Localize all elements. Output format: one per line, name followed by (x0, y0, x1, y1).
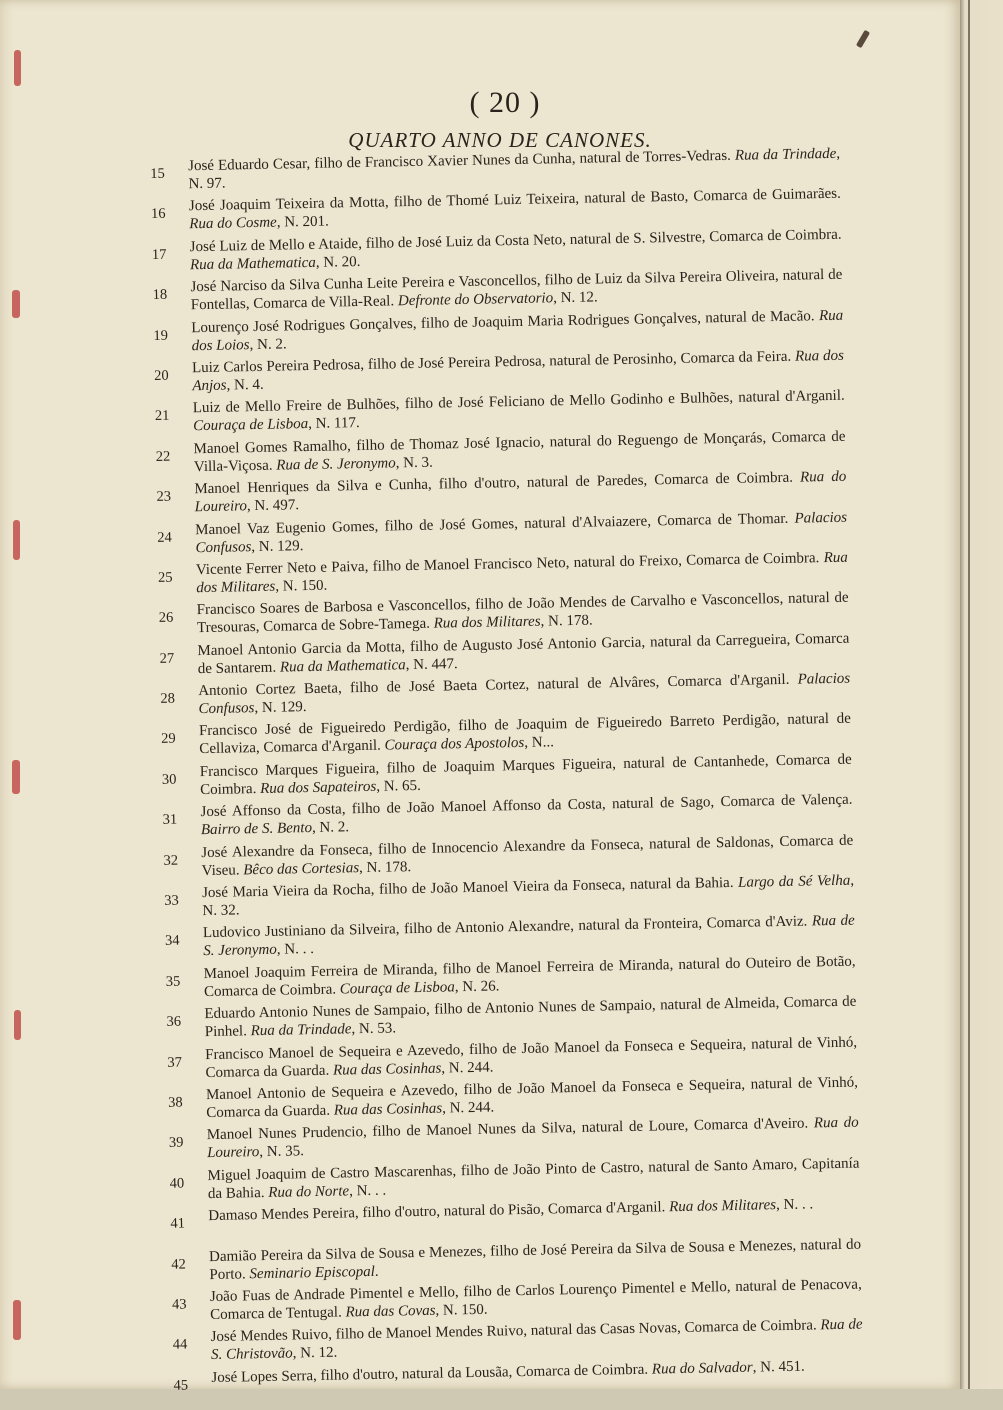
street-address: Largo da Sé Velha (737, 872, 851, 891)
student-name: Damaso Mendes Pereira (208, 1205, 356, 1225)
student-name: Ludovico Justiniano da Silveira (202, 921, 396, 942)
house-number: , N... (524, 734, 555, 752)
house-number: , N. 12. (292, 1344, 338, 1362)
entry-number: 37 (167, 1054, 183, 1071)
entry-number: 26 (158, 609, 174, 627)
street-address: Defronte do Observatorio (397, 290, 554, 310)
street-address: Couraça dos Apostolos (384, 735, 525, 755)
entry-details: , filho d'outro, natural do Pisão, Comarca d'Arganil. (354, 1199, 666, 1222)
entry-number: 21 (154, 408, 170, 425)
student-name: Manoel Joaquim Ferreira de Miranda (203, 961, 434, 982)
street-address: Rua das Cosinhas (333, 1100, 443, 1119)
student-name: Luiz Carlos Pereira Pedrosa (191, 356, 361, 377)
entry-details: , filho de José Gomes, natural d'Alvaiazere, Comarca de Thomar. (374, 510, 789, 535)
red-edge-mark (14, 1010, 21, 1040)
house-number: , N. 244. (441, 1099, 495, 1117)
student-name: Manoel Antonio de Sequeira e Azevedo (205, 1082, 455, 1104)
entry-number: 15 (150, 165, 165, 182)
entry-details: , filho de José Baeta Cortez, natural de Alvâres, Comarca d'Arganil. (337, 671, 790, 697)
entry-number: 44 (172, 1336, 188, 1354)
entry-details: , filho de Augusto José Antonio Garcia, natural da Carregueira, Comarca de Santarem. (197, 630, 850, 677)
entry-details: , filho de Luiz da Silva Pereira Oliveira, natural de Fontellas, Comarca de Villa-Real. (190, 266, 843, 314)
entry-details: , filho de Thomaz José Ignacio, natural do Reguengo de Monçarás, Comarca de Villa-Viçosa. (193, 428, 846, 475)
house-number: , N. 497. (246, 497, 300, 515)
entry-number: 29 (161, 731, 176, 748)
street-address: Rua do Loureiro (206, 1114, 859, 1162)
student-name: Francisco Soares de Barbosa e Vasconcellos (196, 597, 467, 619)
student-name: Eduardo Antonio Nunes de Sampaio (204, 1002, 427, 1023)
entry-details: , filho d'outro, natural de Paredes, Comarca de Coimbra. (427, 469, 794, 493)
house-number: , N. 451. (752, 1358, 805, 1376)
entry-details: , filho de Francisco Xavier Nunes da Cunha, natural de Torres-Vedras. (306, 147, 731, 172)
entry-number: 27 (159, 650, 175, 667)
entry-details: , filho de Carlos Lourenço Pimentel e Mello, natural de Penacova, Comarca de Tentugal. (210, 1276, 862, 1323)
entry-details: , filho de Antonio Nunes de Sampaio, natural de Almeida, Comarca de Pinhel. (204, 993, 857, 1041)
red-edge-mark (13, 520, 20, 560)
entry-number: 35 (165, 973, 181, 990)
street-address: Rua da Trindade (734, 145, 837, 164)
street-address: Palacios Confusos (195, 509, 848, 556)
entry-number: 30 (161, 771, 177, 788)
street-address: Rua dos Militares (196, 549, 848, 597)
entry-number: 43 (171, 1296, 187, 1313)
house-number: . (374, 1263, 379, 1280)
section-title: QUARTO ANNO DE CANONES. (348, 128, 652, 152)
student-name: Francisco Marques Figueira (199, 760, 376, 781)
entry-number: 45 (173, 1377, 189, 1394)
entry-details: , filho de João Manoel Vieira da Fonseca, natural da Bahia. (370, 874, 734, 898)
entry-details: , filho de Joaquim Maria Rodrigues Gonçalves, natural de Macão. (412, 307, 815, 332)
entry-details: , filho de João Manoel Affonso da Costa, natural de Sago, Comarca de Valença. (341, 791, 853, 818)
red-edge-mark (13, 1300, 21, 1340)
entry-number: 31 (162, 811, 178, 829)
student-name: Manoel Vaz Eugenio Gomes (194, 518, 375, 538)
entry-number: 32 (163, 852, 179, 869)
student-name: Antonio Cortez Baeta (198, 680, 339, 700)
student-name: Luiz de Mello Freire de Bulhões (192, 396, 396, 417)
entry-details: , filho de José Feliciano de Mello Godinho e Bulhões, natural d'Arganil. (395, 388, 845, 413)
student-name: Manoel Antonio Garcia da Motta (197, 638, 402, 659)
street-address: Rua da Trindade (250, 1021, 352, 1040)
street-address: Rua do Cosme (189, 214, 277, 233)
entry-details: , filho de José Pereira da Silva de Sousa e Menezes, natural do Porto. (209, 1236, 862, 1283)
house-number: , N. 178. (358, 858, 412, 876)
book-spine (960, 0, 1003, 1389)
student-name: Francisco Manoel de Sequeira e Azevedo (205, 1041, 461, 1063)
entry-number: 42 (171, 1256, 186, 1273)
entry-number: 28 (160, 690, 176, 707)
entry-number: 39 (168, 1134, 184, 1152)
house-number: , N. 26. (454, 978, 500, 996)
entry-details: , filho de Antonio Alexandre, natural da Fronteira, Comarca d'Aviz. (395, 913, 808, 938)
street-address: Rua de S. Christovão (210, 1316, 863, 1364)
street-address: Palacios Confusos (198, 670, 851, 718)
house-number: , N. 97. (188, 145, 841, 193)
house-number: , N. . . (775, 1196, 814, 1214)
house-number: , N. 32. (202, 872, 855, 920)
red-edge-mark (12, 760, 20, 794)
house-number: , N. 117. (308, 415, 360, 433)
street-address: Rua do Salvador (651, 1359, 753, 1378)
house-number: , N. 2. (249, 335, 287, 353)
student-name: José Lopes Serra (211, 1367, 314, 1386)
student-name: João Fuas de Andrade Pimentel e Mello (209, 1284, 456, 1305)
entry-number: 36 (166, 1013, 182, 1031)
entry-details: , filho de Joaquim de Figueiredo Barreto Perdigão, natural de Cellaviza, Comarca d'Arganil. (199, 711, 852, 758)
student-name: Manoel Gomes Ramalho (193, 438, 348, 457)
street-address: Rua dos Anjos (192, 347, 845, 395)
student-name: Manoel Henriques da Silva e Cunha (194, 476, 429, 498)
student-name: José Affonso da Costa (200, 801, 342, 821)
entry-number: 20 (154, 367, 169, 384)
student-name: José Joaquim Teixeira da Motta (188, 194, 386, 215)
entry-details: , filho de João Manoel da Fonseca e Sequeira, natural de Vinhó, Comarca da Guarda. (205, 1034, 858, 1081)
entry-details: , filho de Manoel Mendes Ruivo, natural das Casas Novas, Comarca de Coimbra. (328, 1317, 817, 1344)
street-address: Rua dos Sapateiros (259, 778, 377, 797)
entry-number: 18 (152, 286, 168, 304)
entry-details: , filho de João Pinto de Castro, natural de Santo Amaro, Capitanía da Bahia. (207, 1155, 860, 1202)
entry-number: 16 (150, 206, 166, 223)
student-name: José Luiz de Mello e Ataide (189, 235, 359, 256)
entry-number: 40 (169, 1175, 185, 1192)
page-number: ( 20 ) (469, 86, 541, 119)
student-name: José Alexandre da Fonseca (201, 841, 369, 861)
red-edge-mark (14, 50, 21, 86)
student-name: Miguel Joaquim de Castro Mascarenhas (207, 1163, 453, 1184)
entry-details: , filho de José Pereira Pedrosa, natural de Perosinho, Comarca da Feira. (360, 348, 792, 373)
entry-number: 25 (157, 569, 173, 586)
entry-details: , filho de Manoel Ferreira de Miranda, natural do Outeiro de Botão, Comarca de Coimbra. (203, 953, 856, 1000)
student-name: José Eduardo Cesar (188, 155, 307, 175)
street-address: Rua da Mathematica (189, 254, 317, 274)
entry-details: , filho d'outro, natural da Lousãa, Comarca de Coimbra. (312, 1361, 649, 1384)
spine-fold-line (968, 0, 970, 1389)
street-address: Rua de S. Jeronymo (203, 913, 855, 960)
entry-number: 41 (170, 1215, 186, 1232)
student-name: José Narciso da Silva Cunha Leite Pereira e Vasconcellos (190, 272, 537, 296)
street-address: Rua dos Militares (668, 1197, 777, 1216)
house-number: , N. 244. (441, 1059, 494, 1077)
house-number: , N. 129. (254, 699, 307, 717)
entry-number: 22 (155, 448, 171, 465)
street-address: Rua dos Loios (191, 307, 844, 354)
house-number: , N. . . (276, 941, 315, 959)
red-edge-mark (12, 290, 20, 318)
house-number: , N. 20. (315, 253, 361, 271)
entry-details: , filho de Innocencio Alexandre da Fonseca, natural de Saldonas, Comarca de Viseu. (201, 832, 854, 879)
student-list (150, 145, 864, 1410)
student-name: Lourenço José Rodrigues Gonçalves (191, 315, 413, 336)
house-number: , N. 12. (552, 289, 598, 307)
entry-number: 33 (164, 892, 179, 909)
house-number: , N. 2. (311, 819, 350, 837)
street-address: Bairro de S. Bento (200, 820, 313, 839)
street-address: Bêco das Cortesias (243, 859, 360, 878)
house-number: , N. 35. (259, 1143, 305, 1161)
entry-number: 24 (157, 529, 172, 546)
entry-details: , filho de Joaquim Marques Figueira, natural de Cantanhede, Comarca de Coimbra. (199, 751, 852, 799)
entry-details: , filho de Manoel Nunes da Silva, natural de Loure, Comarca d'Aveiro. (362, 1115, 809, 1141)
street-address: Couraça de Lisboa (339, 979, 455, 998)
street-address: Rua dos Militares (433, 613, 541, 632)
house-number: , N. 3. (395, 454, 433, 472)
student-name: Damião Pereira da Silva de Sousa e Menezes (208, 1243, 483, 1265)
street-address: Rua das Covas (345, 1302, 436, 1321)
street-address: Rua do Loureiro (194, 468, 847, 516)
street-address: Rua das Cosinhas (332, 1060, 442, 1079)
entry-number: 34 (164, 933, 180, 950)
student-name: José Maria Vieira da Rocha (201, 881, 371, 902)
house-number: , N. 65. (376, 777, 421, 795)
house-number: , N. 150. (435, 1301, 488, 1319)
entry-number: 23 (156, 488, 172, 506)
house-number: , N. 178. (540, 612, 593, 630)
entry-details: , filho de Manoel Francisco Neto, natural do Freixo, Comarca de Coimbra. (364, 550, 820, 575)
entry-number: 17 (151, 246, 167, 263)
entry-number: 19 (153, 327, 169, 344)
house-number: , N. 201. (276, 213, 330, 231)
entry-details: , filho de João Manoel da Fonseca e Sequeira, natural de Vinhó, Comarca da Guarda. (206, 1074, 859, 1122)
student-name: José Mendes Ruivo (210, 1327, 329, 1346)
entry-details: , filho de Thomé Luiz Teixeira, natural de Basto, Comarca de Guimarães. (384, 186, 841, 211)
house-number: , N. . . (348, 1182, 387, 1200)
student-name: Francisco José de Figueiredo Perdigão (198, 718, 447, 740)
house-number: , N. 4. (226, 376, 264, 394)
house-number: , N. 53. (351, 1020, 397, 1038)
student-name: Vicente Ferrer Neto e Paiva (195, 558, 365, 579)
street-address: Seminario Episcopal (249, 1263, 375, 1282)
street-address: Couraça de Lisboa (193, 416, 309, 435)
street-address: Rua da Mathematica (279, 656, 406, 676)
entry-details: , filho de José Luiz da Costa Neto, natural de S. Silvestre, Comarca de Coimbra. (357, 226, 842, 252)
entry-details: , filho de João Mendes de Carvalho e Vasconcellos, natural de Tresouras, Comarca de Sobre-Tamega. (196, 589, 849, 637)
house-number: , N. 447. (405, 655, 458, 673)
street-address: Rua do Norte (268, 1183, 350, 1201)
entry-number: 38 (167, 1094, 183, 1111)
student-name: Manoel Nunes Prudencio (206, 1124, 364, 1144)
house-number: , N. 129. (251, 537, 304, 555)
house-number: , N. 150. (275, 577, 328, 595)
street-address: Rua de S. Jeronymo (276, 455, 396, 474)
